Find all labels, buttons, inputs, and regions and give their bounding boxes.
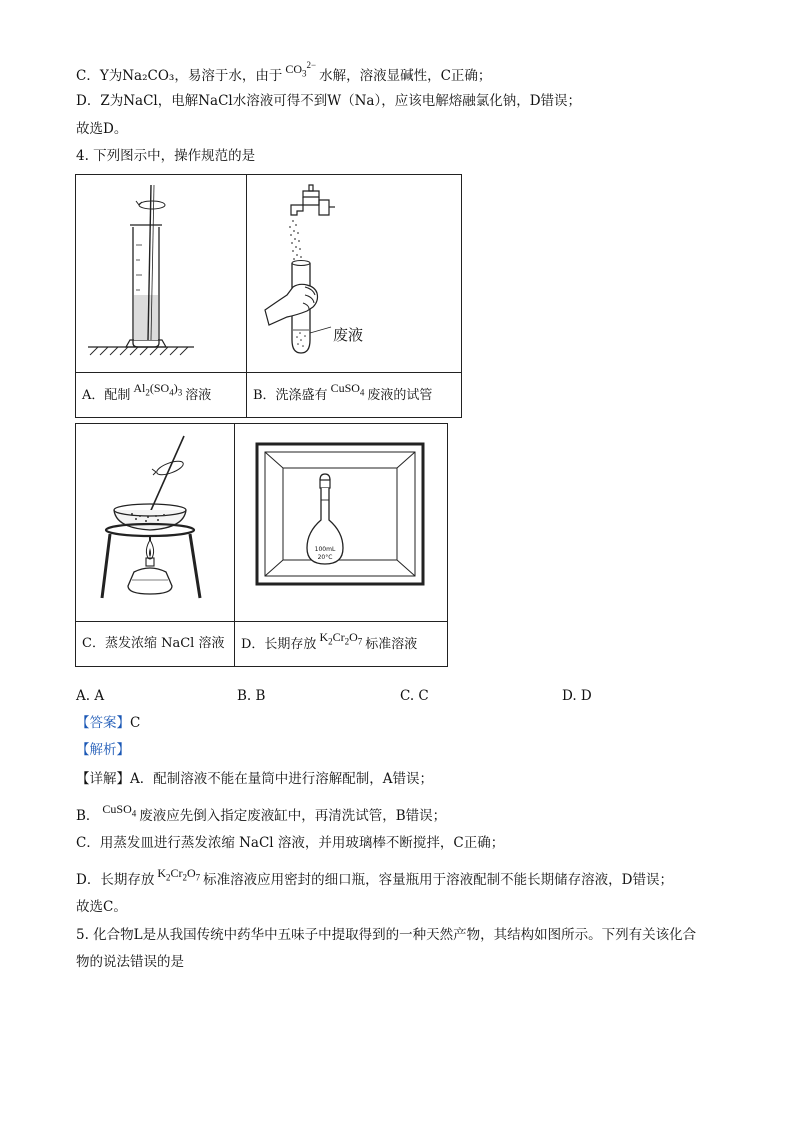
detail-b: B． CuSO$_4$ 废液应先倒入指定废液缸中，再清洗试管，B错误； xyxy=(76,802,447,824)
answer-tag: 【答案】 xyxy=(76,715,130,731)
figure-b-cell xyxy=(247,175,462,373)
volumetric-flask-illustration xyxy=(235,424,447,617)
flask-temp-label: 20°C xyxy=(317,554,333,561)
figure-a-cell xyxy=(76,175,247,373)
option-c: C. C xyxy=(400,688,429,704)
test-tube-washing-illustration xyxy=(247,175,461,368)
caption-d: D．长期存放 $K_2Cr_2O_7$ 标准溶液 xyxy=(235,622,448,667)
caption-a: A．配制 $Al_2(SO_4)_3$ 溶液 xyxy=(76,373,247,418)
analysis-tag: 【解析】 xyxy=(76,742,130,758)
prev-conclusion: 故选D。 xyxy=(76,121,128,137)
figure-c-cell xyxy=(76,424,235,622)
answer-line xyxy=(76,713,140,733)
option-b: B. B xyxy=(237,688,266,704)
waste-liquid-label: 废液 xyxy=(333,326,364,344)
figure-d-cell xyxy=(235,424,448,622)
answer-value: C xyxy=(130,715,141,731)
question-5-stem-line1: 5. 化合物L是从我国传统中药华中五味子中提取得到的一种天然产物，其结构如图所示。下列有关该化合 xyxy=(76,927,697,943)
graduated-cylinder-illustration xyxy=(76,175,246,368)
q4-conclusion: 故选C。 xyxy=(76,899,127,915)
evaporating-dish-illustration xyxy=(76,424,234,617)
figure-table-ab xyxy=(75,174,462,418)
caption-b: B．洗涤盛有 CuSO$_4$ 废液的试管 xyxy=(247,373,462,418)
figure-table-cd xyxy=(75,423,448,667)
flask-volume-label: 100mL xyxy=(314,546,336,553)
detail-d: D．长期存放 $K_2Cr_2O_7$ 标准溶液应用密封的细口瓶，容量瓶用于溶液配制不能长期储存溶液，D错误； xyxy=(76,866,673,888)
detail-c: C．用蒸发皿进行蒸发浓缩 NaCl 溶液，并用玻璃棒不断搅拌，C正确； xyxy=(76,835,505,851)
caption-c: C．蒸发浓缩 NaCl 溶液 xyxy=(76,622,235,667)
prev-option-c: C．Y为Na₂CO₃，易溶于水，由于 $CO_3^{2-}$水解，溶液显碱性，C正确； xyxy=(76,60,492,84)
prev-option-d: D．Z为NaCl，电解NaCl水溶液可得不到W（Na），应该电解熔融氯化钠，D错误； xyxy=(76,93,582,109)
question-4-stem: 4. 下列图示中，操作规范的是 xyxy=(76,148,256,164)
detail-a: 【详解】A．配制溶液不能在量筒中进行溶解配制，A错误； xyxy=(76,771,433,787)
option-d: D. D xyxy=(562,688,592,704)
question-5-stem-line2: 物的说法错误的是 xyxy=(76,954,184,970)
carbonate-formula: $CO_3^{2-}$ xyxy=(285,60,317,79)
option-a: A. A xyxy=(76,688,105,704)
